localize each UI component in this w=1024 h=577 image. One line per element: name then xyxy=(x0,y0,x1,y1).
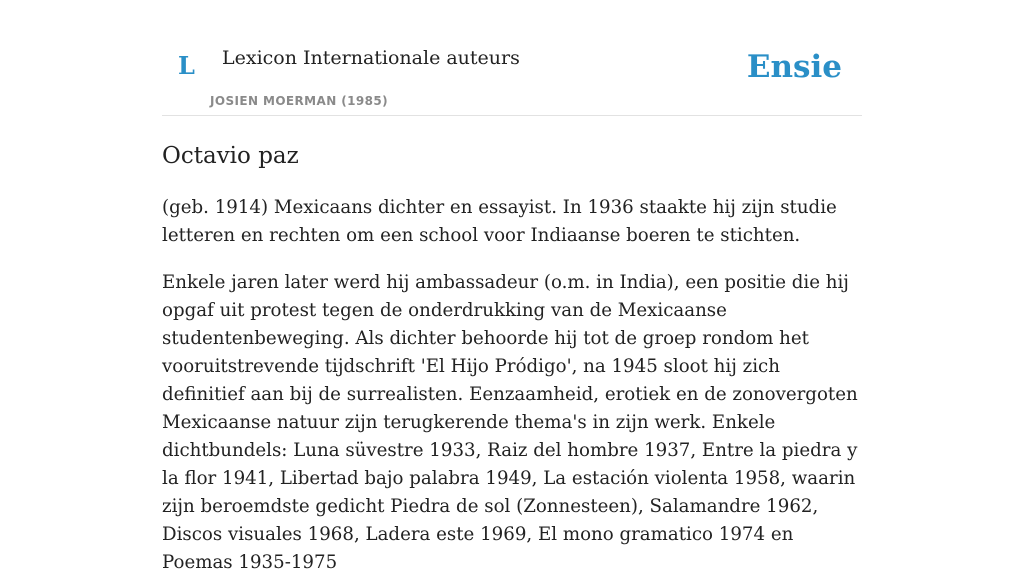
site-header xyxy=(162,0,862,116)
publication-title[interactable]: Lexicon Internationale auteurs xyxy=(222,47,520,69)
entry-paragraph: Enkele jaren later werd hij ambassadeur (o.m. in India), een positie die hij opgaf uit protest tegen de onderdrukking van de Mexicaanse studentenbeweging. Als dichter behoorde hij tot de groep rondom het vooruitstrevende tijdschrift 'El Hijo Pródigo', na 1945 sloot hij zich definitief aan bij de surrealisten. Eenzaamheid, erotiek en de zonovergoten Mexicaanse natuur zijn terugkerende thema's in zijn werk. Enkele dichtbundels: Luna süvestre 1933, Raiz del hombre 1937, Entre la piedra y la flor 1941, Libertad bajo palabra 1949, La estación violenta 1958, waarin zijn beroemdste gedicht Piedra de sol (Zonnesteen), Salamandre 1962, Discos visuales 1968, Ladera este 1969, El mono gramatico 1974 en Poemas 1935-1975 xyxy=(162,272,858,573)
ensie-logo[interactable]: Ensie xyxy=(746,49,842,85)
entry-paragraph: (geb. 1914) Mexicaans dichter en essayist. In 1936 staakte hij zijn studie letteren en rechten om een school voor Indiaanse boeren te stichten. xyxy=(162,197,837,246)
publication-author: JOSIEN MOERMAN (1985) xyxy=(210,94,388,108)
page-container xyxy=(162,0,862,577)
entry-title: Octavio paz xyxy=(162,143,299,169)
publication-logo[interactable]: L xyxy=(178,51,195,80)
